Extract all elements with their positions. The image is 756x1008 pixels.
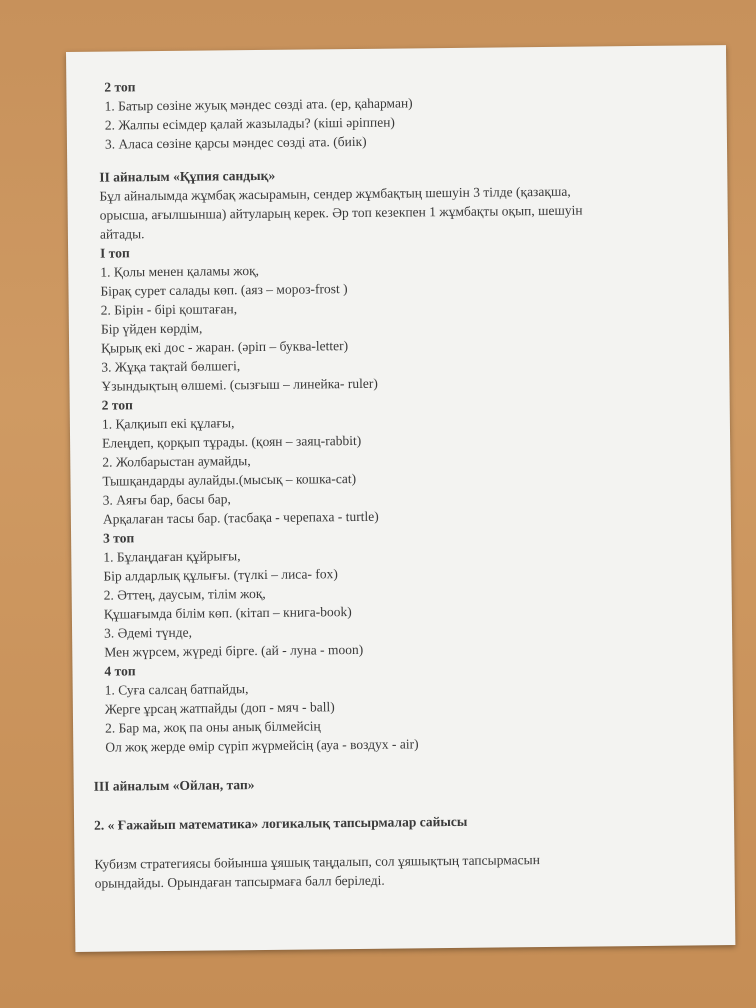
- round-2-title: ІІ айналым «Құпия сандық»: [99, 167, 276, 185]
- section-2-title: 2. « Ғажайып математика» логикалық тапсырмалар сайысы: [94, 813, 468, 833]
- riddle-line: Елеңдеп, қорқып тұрады. (қоян – заяц-rabbit): [102, 432, 362, 451]
- riddle-line: 2. Бар ма, жоқ па оны анық білмейсің: [105, 718, 321, 736]
- riddle-line: Ол жоқ жерде өмір сүріп жүрмейсің (ауа - воздух - air): [105, 736, 419, 755]
- riddle-line: Құшағымда білім көп. (кітап – книга-book): [103, 604, 352, 622]
- riddle-line: 2. Әттең, даусым, тілім жоқ,: [103, 585, 266, 603]
- riddle-line: Мен жүрсем, жүреді бірге. (ай - луна - moon): [104, 641, 364, 660]
- question-line: 1. Батыр сөзіне жуық мәндес сөзді ата. (ер, қаһарман): [104, 95, 413, 114]
- riddle-line: Жерге ұрсаң жатпайды (доп - мяч - ball): [104, 699, 335, 717]
- riddle-line: Бірақ сурет салады көп. (аяз – мороз-frost ): [100, 281, 348, 299]
- intro-line: Бұл айналымда жұмбақ жасырамын, сендер жұмбақтың шешуін 3 тілде (қазақша,: [99, 183, 571, 204]
- closing-line: орындайды. Орындаған тапсырмаға балл беріледі.: [94, 872, 385, 891]
- question-line: 2. Жалпы есімдер қалай жазылады? (кіші әріппен): [104, 114, 395, 133]
- group-heading: 3 топ: [103, 530, 135, 546]
- group-heading: 2 топ: [104, 79, 136, 95]
- riddle-line: 1. Бұлаңдаған құйрығы,: [103, 548, 241, 565]
- intro-line: орысша, ағылшынша) айтуларың керек. Әр топ кезекпен 1 жұмбақты оқып, шешуін: [99, 202, 583, 223]
- group-heading: 2 топ: [101, 397, 133, 413]
- group-heading: І топ: [100, 245, 130, 261]
- riddle-line: Арқалаған тасы бар. (тасбақа - черепаха - turtle): [102, 508, 379, 527]
- riddle-line: 1. Қолы менен қаламы жоқ,: [100, 262, 260, 280]
- riddle-line: Бір алдарлық құлығы. (түлкі – лиса- fox): [103, 566, 338, 584]
- riddle-line: 2. Жолбарыстан аумайды,: [102, 453, 251, 470]
- riddle-line: 3. Жұқа тақтай бөлшегі,: [101, 358, 241, 375]
- closing-line: Кубизм стратегиясы бойынша ұяшық таңдалып, сол ұяшықтың тапсырмасын: [94, 852, 540, 872]
- riddle-line: 3. Әдемі түнде,: [104, 624, 193, 641]
- riddle-line: Ұзындықтың өлшемі. (сызғыш – линейка- ruler): [101, 375, 378, 394]
- riddle-line: Тышқандарды аулайды.(мысық – кошка-cat): [102, 470, 357, 489]
- riddle-line: Қырық екі дос - жаран. (әріп – буква-letter): [101, 338, 349, 356]
- document-body: [86, 71, 711, 892]
- riddle-line: Бір үйден көрдім,: [100, 320, 203, 337]
- paper-sheet: [66, 45, 735, 952]
- intro-line: айтады.: [99, 226, 145, 242]
- riddle-line: 1. Суға салсаң батпайды,: [104, 681, 249, 698]
- question-line: 3. Аласа сөзіне қарсы мәндес сөзді ата. (биік): [104, 133, 367, 152]
- riddle-line: 2. Бірін - бірі қоштаған,: [100, 301, 238, 318]
- riddle-line: 3. Аяғы бар, басы бар,: [102, 491, 231, 508]
- riddle-line: 1. Қалқиып екі құлағы,: [101, 415, 235, 432]
- round-3-title: ІІІ айналым «Ойлан, тап»: [93, 777, 255, 794]
- group-heading: 4 топ: [104, 663, 136, 679]
